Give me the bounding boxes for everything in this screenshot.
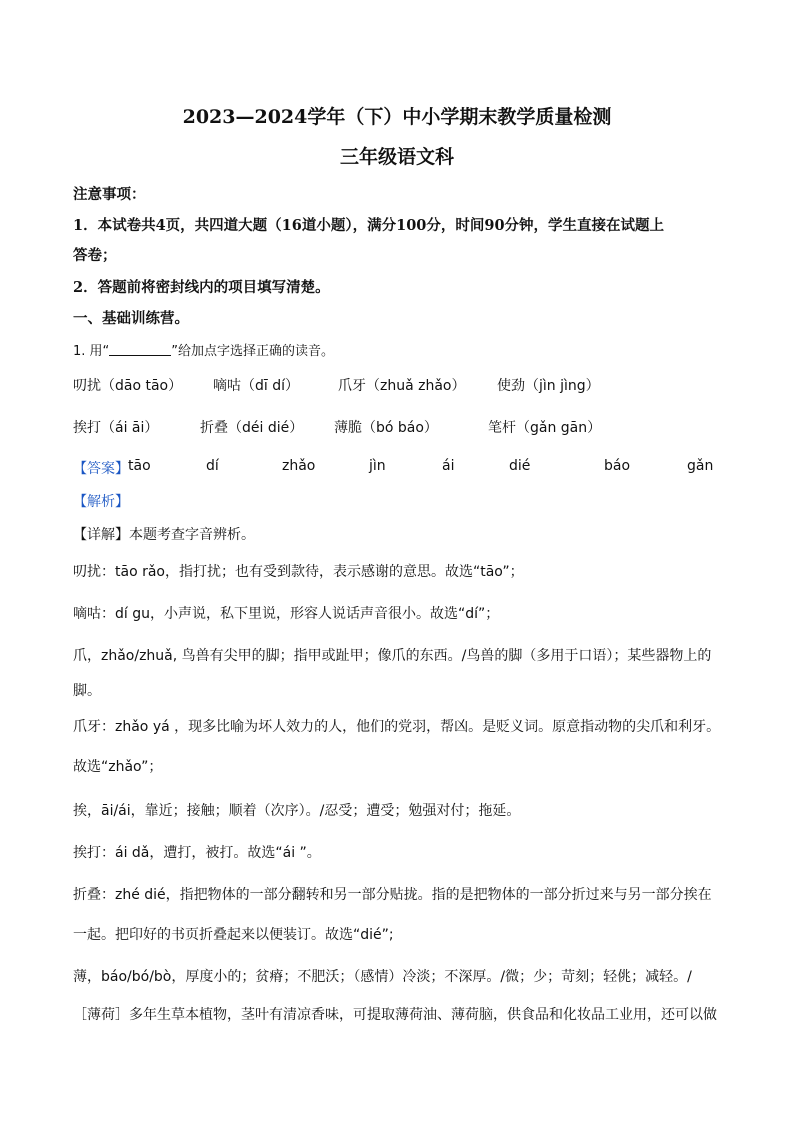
question-prefix: 1. 用“: [73, 344, 110, 359]
analysis-line: 叨扰：tāo rǎo，指打扰；也有受到款待，表示感谢的意思。故选“tāo”；: [73, 564, 524, 580]
analysis-line: 爪，zhǎo/zhuǎ, 鸟兽有尖甲的脚；指甲或趾甲；像爪的东西。/鸟兽的脚（多用于口语）；某些器物上的: [73, 648, 712, 664]
option-item: 爪牙（zhuǎ zhǎo）: [338, 378, 466, 394]
answer-row: [73, 458, 733, 478]
option-item: 笔杆（gǎn gān）: [488, 420, 602, 436]
option-item: 使劲（jìn jìng）: [497, 378, 600, 394]
option-item: 嘀咕（dī dí）: [213, 378, 300, 394]
analysis-line: 【详解】本题考查字音辨析。: [73, 527, 255, 543]
analysis-line: 故选“zhǎo”；: [73, 759, 163, 775]
answer-value: ái: [442, 458, 455, 474]
answer-value: dié: [509, 458, 531, 474]
analysis-line: 挨，āi/ái，靠近；接触；顺着（次序）。/忍受；遭受；勉强对付；拖延。: [73, 803, 521, 819]
answer-value: tāo: [128, 458, 151, 474]
answer-value: gǎn: [687, 458, 714, 474]
notice-heading: 注意事项：: [73, 186, 146, 203]
answer-value: báo: [604, 458, 631, 474]
analysis-line: 一起。把印好的书页折叠起来以便装订。故选“dié”;: [73, 927, 394, 943]
option-item: 薄脆（bó báo）: [334, 420, 438, 436]
analysis-line: 折叠：zhé dié，指把物体的一部分翻转和另一部分贴拢。指的是把物体的一部分折过来与另一部分挨在: [73, 887, 712, 903]
question-1: [73, 340, 334, 359]
option-item: 叨扰（dāo tāo）: [73, 378, 183, 394]
option-item: 折叠（déi dié）: [200, 420, 304, 436]
section-heading: 一、基础训练营。: [73, 310, 189, 327]
notice-item-2: 2．答题前将密封线内的项目填写清楚。: [73, 279, 330, 296]
answer-blank: [109, 342, 171, 356]
analysis-label: 【解析】: [73, 494, 129, 510]
notice-item-1-line-2: 答卷；: [73, 247, 117, 264]
analysis-line: 挨打：ái dǎ，遭打，被打。故选“ái ”。: [73, 845, 321, 861]
analysis-line: 薄，báo/bó/bò，厚度小的；贫瘠；不肥沃；（感情）冷淡；不深厚。/微；少；苛刻；轻佻；减轻。/: [73, 969, 692, 985]
answer-label: 【答案】: [73, 461, 129, 477]
analysis-line: 嘀咕：dí gu，小声说，私下里说，形容人说话声音很小。故选“dí”；: [73, 606, 500, 622]
answer-value: dí: [206, 458, 219, 474]
page-title: 2023—2024学年（下）中小学期末教学质量检测: [182, 106, 612, 128]
notice-item-1-line-1: 1．本试卷共4页，共四道大题（16道小题），满分100分，时间90分钟，学生直接在试题上: [73, 217, 665, 234]
analysis-line: ［薄荷］多年生草本植物，茎叶有清凉香味，可提取薄荷油、薄荷脑，供食品和化妆品工业用，还可以做: [73, 1007, 717, 1023]
question-suffix: ”给加点字选择正确的读音。: [171, 344, 335, 359]
answer-value: jìn: [369, 458, 386, 474]
page-subtitle: 三年级语文科: [339, 146, 454, 168]
option-item: 挨打（ái āi）: [73, 420, 159, 436]
analysis-line: 爪牙：zhǎo yá ，现多比喻为坏人效力的人，他们的党羽，帮凶。是贬义词。原意指动物的尖爪和利牙。: [73, 719, 721, 735]
analysis-line: 脚。: [73, 683, 101, 699]
answer-value: zhǎo: [282, 458, 316, 474]
